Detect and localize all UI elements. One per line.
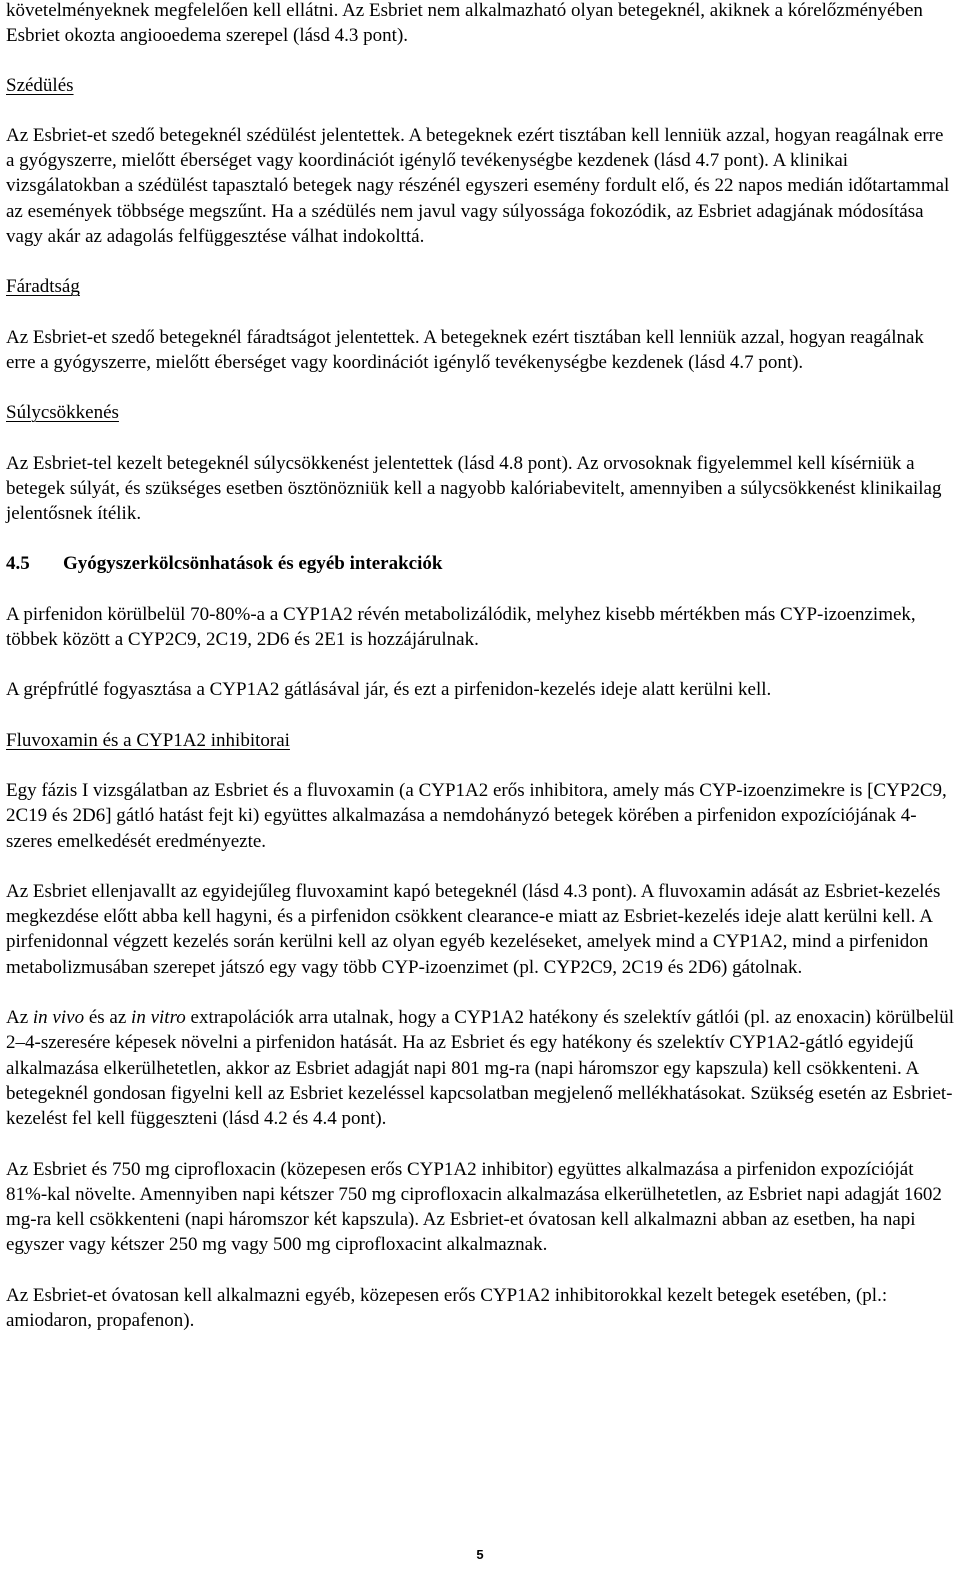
- grapefruit-paragraph: A grépfrútlé fogyasztása a CYP1A2 gátlásával jár, és ezt a pirfenidon-kezelés ideje alatt kerülni kell.: [6, 679, 772, 701]
- in-vivo-term: in vivo: [32, 1007, 85, 1029]
- extrapolation-text-a: Az: [6, 1007, 33, 1029]
- heading-fluvoxamin: Fluvoxamin és a CYP1A2 inhibitorai: [6, 729, 290, 751]
- faradtsag-paragraph: Az Esbriet-et szedő betegeknél fáradtságot jelentettek. A betegeknek ezért tisztában kell lenniük azzal, hogyan reagálnak erre a gyógyszerre, mielőtt éberséget vagy koordinációt igénylő tevékenységbe kezdenek (lásd 4.7 pont).: [6, 326, 924, 373]
- heading-sulycsokkenes: Súlycsökkenés: [6, 402, 119, 424]
- heading-faradtsag: Fáradtság: [6, 276, 80, 298]
- section-title: Gyógyszerkölcsönhatások és egyéb interakciók: [63, 553, 443, 575]
- page-number: 5: [476, 1547, 484, 1562]
- intro-paragraph: követelményeknek megfelelően kell ellátni. Az Esbriet nem alkalmazható olyan betegeknél, akiknek a kórelőzményében Esbriet okozta angiooedema szerepel (lásd 4.3 pont).: [6, 0, 923, 47]
- document-page: [6, 0, 956, 1358]
- metabolism-paragraph: A pirfenidon körülbelül 70-80%-a a CYP1A2 révén metabolizálódik, melyhez kisebb mértékben más CYP-izoenzimek, többek között a CYP2C9, 2C19, 2D6 és 2E1 is hozzájárulnak.: [6, 603, 916, 651]
- ciprofloxacin-paragraph: Az Esbriet és 750 mg ciprofloxacin (közepesen erős CYP1A2 inhibitor) együttes alkalmazása a pirfenidon expozícióját 81%-kal növelte. Amennyiben napi kétszer 750 mg ciprofloxacin alkalmazása elkerülhetetlen, az Esbriet napi adagját 1602 mg-ra kell csökkenteni (napi háromszor két kapszula). Az Esbriet-et óvatosan kell alkalmazni abban az esetben, ha napi egyszer vagy kétszer 250 mg vagy 500 mg ciprofloxacint alkalmaznak.: [6, 1158, 942, 1256]
- extrapolation-text-c: extrapolációk arra utalnak, hogy a CYP1A2 hatékony és szelektív gátlói (pl. az enoxacin) körülbelül 2–4-szeresére képesek növelni a pirfenidon hatását. Ha az Esbriet és egy hatékony és szelektív CYP1A2-gátló egyidejű alkalmazása elkerülhetetlen, akkor az Esbriet adagját napi 801 mg-ra (napi háromszor egy kapszula) kell csökkenteni. A betegeknél gondosan figyelni kell az Esbriet kezeléssel kapcsolatban megjelenő mellékhatásokat. Szükség esetén az Esbriet-kezelést fel kell függeszteni (lásd 4.2 és 4.4 pont).: [6, 1007, 954, 1130]
- moderate-inhibitors-paragraph: Az Esbriet-et óvatosan kell alkalmazni egyéb, közepesen erős CYP1A2 inhibitorokkal kezelt betegek esetében, (pl.: amiodaron, propafenon).: [6, 1284, 888, 1331]
- section-number: 4.5: [6, 553, 30, 575]
- szedules-paragraph: Az Esbriet-et szedő betegeknél szédülést jelentettek. A betegeknek ezért tisztában kell lenniük azzal, hogyan reagálnak erre a gyógyszerre, mielőtt éberséget vagy koordinációt igénylő tevékenységbe kezdenek (lásd 4.7 pont). A klinikai vizsgálatokban a szédülést tapasztaló betegek nagy részénél egyszeri esemény fordult elő, és 22 napos medián időtartammal az események többsége megszűnt. Ha a szédülés nem javul vagy súlyossága fokozódik, az Esbriet adagjának módosítása vagy akár az adagolás felfüggesztése válhat indokolttá.: [6, 124, 950, 248]
- extrapolation-text-b: és az: [84, 1007, 132, 1029]
- fluvoxamin-study-paragraph: Egy fázis I vizsgálatban az Esbriet és a fluvoxamin (a CYP1A2 erős inhibitora, amely más CYP-izoenzimekre is [CYP2C9, 2C19 és 2D6] gátló hatást fejt ki) együttes alkalmazása a nemdohányzó betegek körében a pirfenidon expozíciójának 4-szeres emelkedését eredményezte.: [6, 779, 947, 852]
- section-heading-4-5: [6, 551, 956, 576]
- fluvoxamin-contraindication-paragraph: Az Esbriet ellenjavallt az egyidejűleg fluvoxamint kapó betegeknél (lásd 4.3 pont). A fluvoxamin adását az Esbriet-kezelés megkezdése előtt abba kell hagyni, és a pirfenidon csökkent clearance-e miatt az Esbriet-kezelés ideje alatt kerülni kell. A pirfenidonnal végzett kezelés során kerülni kell az olyan egyéb kezeléseket, amelyek mind a CYP1A2, mind a pirfenidon metabolizmusában szerepet játszó egy vagy több CYP-izoenzimet (pl. CYP2C9, 2C19 és 2D6) gátolnak.: [6, 880, 941, 978]
- heading-szedules: Szédülés: [6, 74, 74, 96]
- extrapolation-paragraph: [6, 1005, 956, 1131]
- in-vitro-term: in vitro: [131, 1007, 186, 1029]
- sulycsokkenes-paragraph: Az Esbriet-tel kezelt betegeknél súlycsökkenést jelentettek (lásd 4.8 pont). Az orvosoknak figyelemmel kell kísérniük a betegek súlyát, és szükséges esetben ösztönözniük kell a nagyobb kalóriabevitelt, amennyiben a súlycsökkenést klinikailag jelentősnek ítélik.: [6, 452, 942, 525]
